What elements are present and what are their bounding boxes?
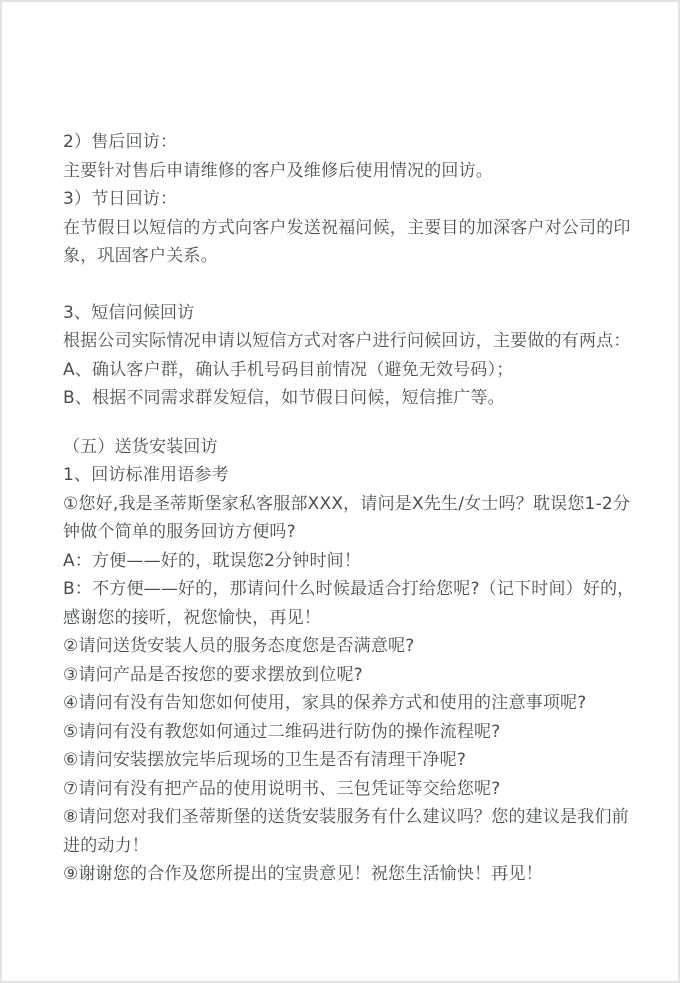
text-line: ⑨谢谢您的合作及您所提出的宝贵意见！祝您生活愉快！再见！ (63, 864, 543, 884)
text-line: ②请问送货安装人员的服务态度您是否满意呢? (63, 636, 415, 656)
text-line: （五）送货安装回访 (63, 436, 218, 457)
text-line: 3、短信问候回访 (63, 302, 195, 323)
text-line: 钟做个简单的服务回访方便吗? (63, 522, 296, 542)
text-line: ①您好,我是圣蒂斯堡家私客服部XXX，请问是X先生/女士吗？耽误您1-2分 (63, 493, 631, 514)
text-line: A：方便——好的，耽误您2分钟时间！ (63, 550, 362, 571)
text-line: A、确认客户群，确认手机号码目前情况（避免无效号码）； (63, 359, 514, 380)
text-line: 根据公司实际情况申请以短信方式对客户进行问候回访，主要做的有两点： (63, 331, 631, 351)
text-line: ⑦请问有没有把产品的使用说明书、三包凭证等交给您呢? (63, 778, 501, 799)
text-line: 进的动力！ (63, 835, 149, 856)
document-content (2, 2, 678, 889)
text-line: 主要针对售后申请维修的客户及维修后使用情况的回访。 (63, 160, 493, 181)
section-sms-greeting-callback (63, 299, 638, 413)
text-line: 在节假日以短信的方式向客户发送祝福问候，主要目的加深客户对公司的印 (63, 217, 631, 238)
text-line: B：不方便——好的，那请问什么时候最适合打给您呢?（记下时间）好的， (63, 579, 635, 599)
section-after-sales-and-holiday-callbacks (63, 128, 638, 271)
text-line: ⑧请问您对我们圣蒂斯堡的送货安装服务有什么建议吗？您的建议是我们前 (63, 807, 629, 827)
text-line: 1、回访标准用语参考 (63, 465, 229, 485)
text-line: ⑥请问安装摆放完毕后现场的卫生是否有清理干净呢? (63, 750, 467, 770)
text-line: ④请问有没有告知您如何使用，家具的保养方式和使用的注意事项呢? (63, 693, 587, 713)
text-line: 象，巩固客户关系。 (63, 246, 218, 266)
text-line: B、根据不同需求群发短信，如节假日问候，短信推广等。 (63, 388, 505, 408)
text-line: 2）售后回访： (63, 132, 178, 152)
text-line: 3）节日回访： (63, 189, 178, 209)
text-line: ③请问产品是否按您的要求摆放到位呢? (63, 664, 363, 685)
text-line: 感谢您的接听，祝您愉快，再见！ (63, 607, 321, 628)
section-delivery-and-installation-callback (63, 433, 638, 889)
text-line: ⑤请问有没有教您如何通过二维码进行防伪的操作流程呢? (63, 721, 501, 742)
